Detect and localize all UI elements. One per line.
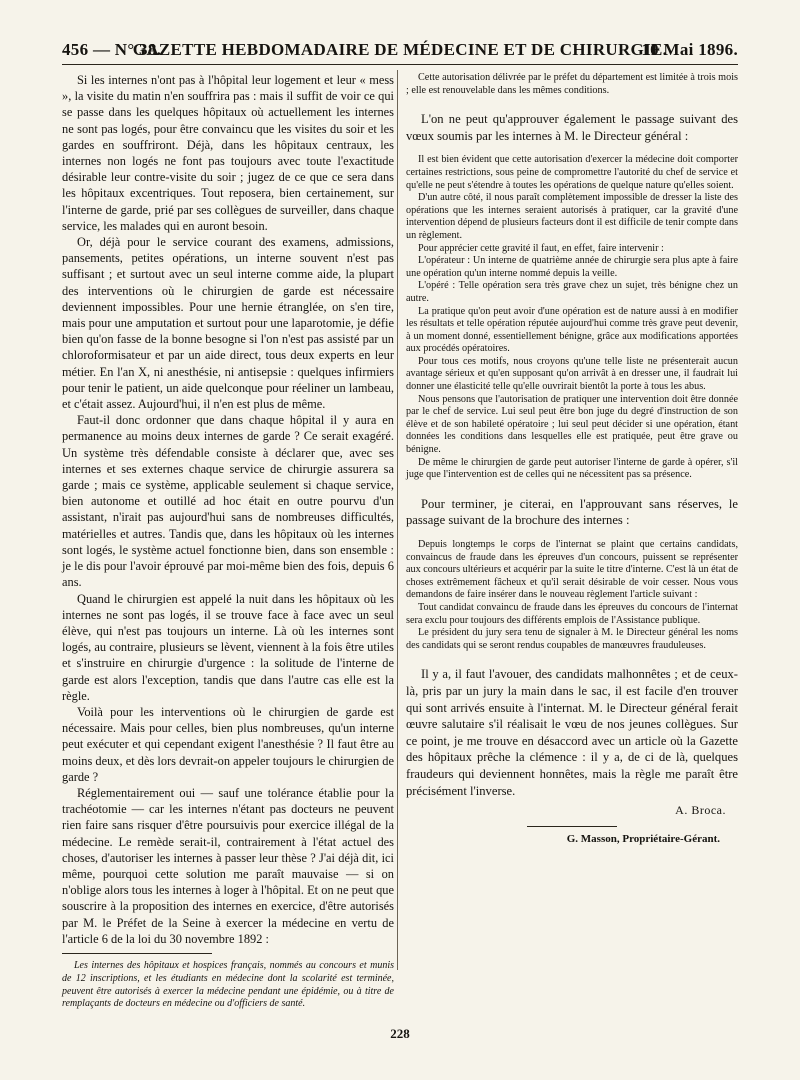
- quote-paragraph: Pour apprécier cette gravité il faut, en effet, faire intervenir :: [418, 242, 664, 254]
- left-paragraph: Réglementairement oui — sauf une tolérance établie pour la trachéotomie — car les internes n'étant pas docteurs ne peuvent rien faire sans risquer d'être poursuivis pour exercice illégal de la médecine. Le remède serait-il, contrairement à l'état actuel des choses, d'autoriser les internes à passer leur thèse ? J'ai déjà dit, ici même, pourquoi cette solution me paraît mauvaise — si on n'oblige alors tous les internes à loger à l'hôpital. Et on ne peut que souscrire à la proposition des internes en exercice, d'être autorisés par M. le Préfet de la Seine à exercer la médecine en vertu de l'article 6 de la loi du 30 novembre 1892 :: [62, 785, 394, 946]
- law-quote-footnote: Les internes des hôpitaux et hospices français, nommés au concours et munis de 12 inscriptions, et les étudiants en médecine dont la scolarité est terminée, peuvent être autorisés à exercer la médecine pendant une épidémie, ou à titre de remplaçants de docteurs en médecine ou d'officiers de santé.: [62, 959, 394, 1010]
- quote-paragraph: D'un autre côté, il nous paraît complètement impossible de dresser la liste des opérations que les internes seraient autorisés à pratiquer, car la gravité d'une intervention dépend de plusieurs facteurs dont il est difficile de tenir compte dans un règlement.: [406, 192, 738, 241]
- quote2-paragraph: Le président du jury sera tenu de signaler à M. le Directeur général les noms des candidats qui se seront rendus coupables de manœuvres frauduleuses.: [406, 627, 738, 651]
- right-conclude-paragraph: Pour terminer, je citerai, en l'approuvant sans réserves, le passage suivant de la brochure des internes :: [406, 496, 738, 528]
- quote-paragraph: Pour tous ces motifs, nous croyons qu'une telle liste ne présenterait aucun avantage sérieux et qu'en supposant qu'on arrivât à en dresser une, il faudrait lui donner une élasticité telle qu'elle ouvrirait bientôt la porte à tous les abus.: [406, 355, 738, 393]
- quote-paragraph: L'opéré : Telle opération sera très grave chez un sujet, très bénigne chez un autre.: [406, 280, 738, 304]
- quote-paragraph: De même le chirurgien de garde peut autoriser l'interne de garde à opérer, s'il juge que l'intervention est de celles qui ne nécessitent pas sa présence.: [406, 456, 738, 481]
- header-date: 10 Mai 1896.: [641, 40, 738, 59]
- page-folio: 228: [390, 1026, 410, 1041]
- left-paragraph: Quand le chirurgien est appelé la nuit dans les hôpitaux où les internes ne sont pas logés, il se trouve face à face avec un seul élève, qui n'est pas toujours un interne. Là où les internes sont logés, au contraire, plusieurs se lèvent, viennent à la fois être utiles et s'instruire en chirurgie d'urgence : la solitude de l'interne de garde est alors l'exception, tandis que dans l'autre cas elle est la règle.: [62, 591, 394, 703]
- header-issue-number: 456 — N° 38.: [62, 40, 162, 59]
- author-signature: A. Broca.: [675, 803, 726, 818]
- quote-paragraph: Il est bien évident que cette autorisation d'exercer la médecine doit comporter certaines restrictions, sous peine de compromettre l'autorité du chef de service et qu'elle ne peut s'étendre à toutes les opérations de quelque nature qu'elles soient.: [406, 154, 738, 191]
- left-paragraph: Si les internes n'ont pas à l'hôpital leur logement et leur « mess », la visite du matin n'en souffrira pas : mais il suffit de voir ce qui se passe dans les quelques hôpitaux où actuellement les internes ne sont pas logés, pour être convaincu que les visites du soir et les gardes en souffriront. Déjà, dans les hôpitaux centraux, les internes non logés ne font pas toujours avec toute l'exactitude désirable leur contre-visite du soir ; jugez de ce que ce sera dans les hôpitaux excentriques. Tout reposera, bien certainement, sur l'interne de garde, prié par ses collègues de surveiller, dans chaque service, les malades qui en auront besoin.: [62, 73, 394, 233]
- publisher-line: G. Masson, Propriétaire-Gérant.: [566, 833, 720, 846]
- header-journal-title: GAZETTE HEBDOMADAIRE DE MÉDECINE ET DE CHIRURGIE.: [132, 40, 668, 59]
- left-paragraph: Faut-il donc ordonner que dans chaque hôpital il y aura en permanence au moins deux internes de garde ? Ce serait exagéré. Un système très défendable consiste à déclarer que, avec ses internes et ses externes chaque service de chirurgie assurera sa garde ; mais ce système, applicable seulement si chaque service, bien autonome et outillé ad hoc était en outre pourvu d'un assistant, n'irait pas aujourd'hui sans de nombreuses difficultés, matérielles et autres. Tandis que, dans les hôpitaux où les internes sont logés, le système actuel fonctionne bien, dans son ensemble : je le dis pour l'avoir éprouvé par moi-même bien des fois, depuis 6 ans.: [62, 413, 394, 590]
- quote-paragraph: Nous pensons que l'autorisation de pratiquer une intervention doit être donnée par le chef de service. Lui seul peut être bon juge du degré d'instruction de son élève et de son habileté opératoire ; lui seul peut décider si une opération, étant données les conditions dans lesquelles elle est pratiquée, peut être grave ou bénigne.: [406, 393, 738, 456]
- right-column: [406, 72, 738, 845]
- article-end-rule: [527, 826, 617, 827]
- footnote-rule: [62, 953, 212, 954]
- quote-paragraph: La pratique qu'on peut avoir d'une opération est de nature aussi à en modifier les résultats et telle opération réputée aujourd'hui comme très grave peut devenir, à un moment donné, essentiellement bénigne, grâce aux modifications apportées aux procédés opératoires.: [406, 305, 738, 355]
- right-intro-paragraph: L'on ne peut qu'approuver également le passage suivant des vœux soumis par les internes à M. le Directeur général :: [406, 112, 738, 143]
- left-column: [62, 72, 394, 1011]
- left-paragraph: Or, déjà pour le service courant des examens, admissions, pansements, petites opérations, un interne souvent n'est pas suffisant ; et surtout avec un seul interne comme aide, la plupart des interventions où le chirurgien de garde est nécessaire deviennent impossibles. Pour une hernie étranglée, on s'en tire, mais pour une amputation et surtout pour une laparotomie, je défie bien qu'on fasse de la bonne besogne si l'on n'est pas assisté par un chloroformisateur et par un aide direct, tous deux experts en leur métier. En l'an X, ni anesthésie, ni antisepsie : quelques infirmiers pour tenir le patient, un aide quelconque pour réeliner un lambeau, et c'était assez. Aujourd'hui, il n'en est plus de même.: [62, 235, 394, 412]
- page-header: [62, 40, 738, 64]
- header-rule: [62, 64, 738, 65]
- quote2-paragraph: Depuis longtemps le corps de l'internat se plaint que certains candidats, convaincus de fraude dans les épreuves d'un concours, puissent se représenter aux concours ultérieurs et acquérir par la suite le titre d'interne. C'est là un état de choses extrêmement fâcheux et qu'il serait désirable de voir cesser. Nous vous demandons de faire insérer dans le nouveau règlement l'article suivant :: [406, 539, 738, 601]
- right-top-small-text: Cette autorisation délivrée par le préfet du département est limitée à trois mois ; elle est renouvelable dans les mêmes conditions.: [406, 72, 738, 96]
- right-final-paragraph: Il y a, il faut l'avouer, des candidats malhonnêtes ; et de ceux-là, pris par un jury la main dans le sac, il est facile d'en trouver qui sont arrivés ensuite à l'internat. M. le Directeur général ferait œuvre salutaire s'il réalisait le vœu de nos jeunes collègues. Sur ce point, je me trouve en désaccord avec un article où la Gazette des hôpitaux prêche la clémence : il y a, de ci de là, quelques fraudeurs qui deviennent honnêtes, mais la règle me paraît être précisément l'inverse.: [406, 667, 738, 798]
- left-paragraph: Voilà pour les interventions où le chirurgien de garde est nécessaire. Mais pour celles, bien plus nombreuses, qu'un interne peut exécuter et qui cependant exigent l'anesthésie ? Il faut être au moins deux, et dès lors devrait-on appeler toujours le chirurgien de garde ?: [62, 704, 394, 784]
- column-divider: [397, 70, 398, 970]
- quote2-paragraph: Tout candidat convaincu de fraude dans les épreuves du concours de l'internat sera exclu pour toujours des différents emplois de l'Assistance publique.: [406, 601, 738, 626]
- quote-paragraph: L'opérateur : Un interne de quatrième année de chirurgie sera plus apte à faire une opération qu'un interne nommé depuis la veille.: [406, 255, 738, 279]
